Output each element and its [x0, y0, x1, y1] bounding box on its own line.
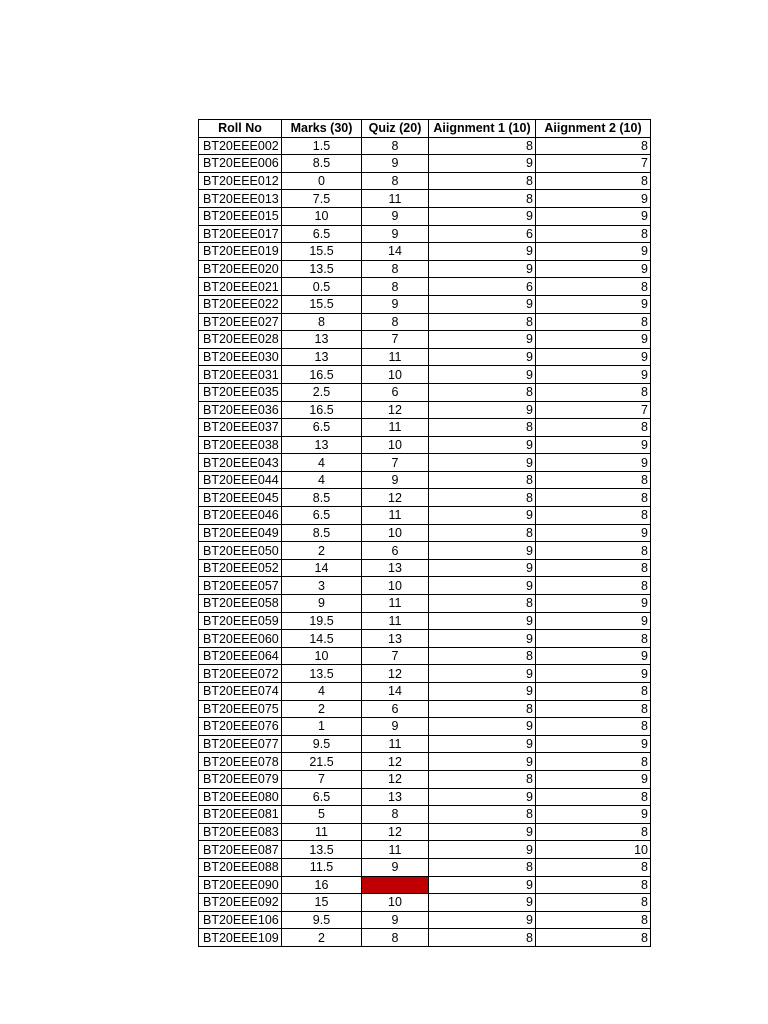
cell-assignment-1: 8 [429, 190, 536, 208]
cell-assignment-1: 9 [429, 894, 536, 912]
table-body [199, 137, 651, 946]
table-row [199, 207, 651, 225]
table-row [199, 172, 651, 190]
table-row [199, 260, 651, 278]
cell-assignment-1: 9 [429, 559, 536, 577]
cell-marks: 19.5 [282, 612, 362, 630]
cell-quiz: 8 [362, 806, 429, 824]
cell-assignment-1: 9 [429, 735, 536, 753]
cell-assignment-1: 8 [429, 806, 536, 824]
cell-roll-no: BT20EEE031 [199, 366, 282, 384]
cell-assignment-2: 8 [536, 858, 651, 876]
cell-quiz: 11 [362, 735, 429, 753]
cell-assignment-1: 8 [429, 419, 536, 437]
table-row [199, 542, 651, 560]
cell-roll-no: BT20EEE038 [199, 436, 282, 454]
header-assignment-1: Aiignment 1 (10) [429, 120, 536, 138]
cell-marks: 2 [282, 700, 362, 718]
table-header [199, 120, 651, 138]
cell-roll-no: BT20EEE083 [199, 823, 282, 841]
cell-marks: 13.5 [282, 841, 362, 859]
cell-assignment-2: 9 [536, 207, 651, 225]
header-assignment-2: Aiignment 2 (10) [536, 120, 651, 138]
cell-assignment-2: 9 [536, 260, 651, 278]
table-row [199, 858, 651, 876]
cell-assignment-2: 7 [536, 155, 651, 173]
table-row [199, 647, 651, 665]
cell-quiz: 10 [362, 366, 429, 384]
cell-assignment-2: 9 [536, 436, 651, 454]
table-row [199, 718, 651, 736]
table-row [199, 331, 651, 349]
cell-quiz: 8 [362, 929, 429, 947]
cell-assignment-1: 9 [429, 788, 536, 806]
cell-assignment-2: 9 [536, 454, 651, 472]
cell-quiz: 8 [362, 172, 429, 190]
cell-marks: 13 [282, 436, 362, 454]
cell-quiz: 9 [362, 471, 429, 489]
cell-assignment-2: 8 [536, 788, 651, 806]
table-row [199, 841, 651, 859]
cell-marks: 16 [282, 876, 362, 894]
table-row [199, 313, 651, 331]
cell-assignment-1: 9 [429, 507, 536, 525]
cell-assignment-1: 9 [429, 612, 536, 630]
cell-quiz: 9 [362, 295, 429, 313]
cell-assignment-1: 8 [429, 313, 536, 331]
cell-roll-no: BT20EEE036 [199, 401, 282, 419]
cell-marks: 9.5 [282, 735, 362, 753]
cell-assignment-2: 9 [536, 665, 651, 683]
table-row [199, 295, 651, 313]
cell-assignment-2: 8 [536, 700, 651, 718]
cell-assignment-2: 9 [536, 612, 651, 630]
cell-marks: 15 [282, 894, 362, 912]
cell-marks: 8.5 [282, 524, 362, 542]
cell-assignment-2: 9 [536, 243, 651, 261]
cell-roll-no: BT20EEE037 [199, 419, 282, 437]
table-row [199, 577, 651, 595]
cell-marks: 9.5 [282, 911, 362, 929]
cell-roll-no: BT20EEE020 [199, 260, 282, 278]
cell-roll-no: BT20EEE052 [199, 559, 282, 577]
cell-roll-no: BT20EEE028 [199, 331, 282, 349]
cell-roll-no: BT20EEE019 [199, 243, 282, 261]
cell-roll-no: BT20EEE027 [199, 313, 282, 331]
marks-table [198, 119, 651, 947]
table-row [199, 524, 651, 542]
cell-roll-no: BT20EEE076 [199, 718, 282, 736]
table-row [199, 436, 651, 454]
cell-marks: 3 [282, 577, 362, 595]
cell-quiz: 6 [362, 542, 429, 560]
cell-quiz: 14 [362, 683, 429, 701]
cell-assignment-2: 9 [536, 595, 651, 613]
table-row [199, 612, 651, 630]
cell-roll-no: BT20EEE074 [199, 683, 282, 701]
cell-marks: 13 [282, 348, 362, 366]
cell-quiz: 7 [362, 454, 429, 472]
cell-roll-no: BT20EEE006 [199, 155, 282, 173]
cell-quiz: 12 [362, 770, 429, 788]
cell-roll-no: BT20EEE046 [199, 507, 282, 525]
cell-roll-no: BT20EEE057 [199, 577, 282, 595]
cell-quiz: 11 [362, 612, 429, 630]
cell-quiz: 11 [362, 419, 429, 437]
table-row [199, 911, 651, 929]
cell-assignment-2: 8 [536, 471, 651, 489]
cell-marks: 6.5 [282, 788, 362, 806]
cell-quiz: 11 [362, 595, 429, 613]
table-row [199, 243, 651, 261]
cell-assignment-1: 8 [429, 172, 536, 190]
cell-assignment-2: 8 [536, 823, 651, 841]
cell-roll-no: BT20EEE079 [199, 770, 282, 788]
cell-assignment-2: 9 [536, 190, 651, 208]
cell-assignment-1: 9 [429, 454, 536, 472]
cell-assignment-2: 8 [536, 929, 651, 947]
table-row [199, 137, 651, 155]
cell-assignment-2: 8 [536, 225, 651, 243]
cell-quiz: 11 [362, 507, 429, 525]
cell-assignment-1: 8 [429, 524, 536, 542]
cell-quiz: 10 [362, 577, 429, 595]
table-row [199, 806, 651, 824]
cell-assignment-1: 9 [429, 542, 536, 560]
cell-assignment-1: 9 [429, 753, 536, 771]
cell-quiz: 12 [362, 401, 429, 419]
table-row [199, 788, 651, 806]
cell-assignment-2: 9 [536, 735, 651, 753]
cell-assignment-1: 9 [429, 401, 536, 419]
cell-assignment-1: 9 [429, 876, 536, 894]
cell-assignment-1: 8 [429, 595, 536, 613]
cell-marks: 7 [282, 770, 362, 788]
cell-roll-no: BT20EEE072 [199, 665, 282, 683]
cell-quiz: 6 [362, 383, 429, 401]
cell-assignment-1: 9 [429, 911, 536, 929]
cell-assignment-2: 8 [536, 753, 651, 771]
cell-assignment-2: 9 [536, 295, 651, 313]
cell-assignment-1: 9 [429, 823, 536, 841]
table-row [199, 929, 651, 947]
cell-assignment-2: 8 [536, 278, 651, 296]
cell-marks: 16.5 [282, 366, 362, 384]
cell-roll-no: BT20EEE017 [199, 225, 282, 243]
cell-assignment-2: 9 [536, 331, 651, 349]
cell-marks: 14 [282, 559, 362, 577]
cell-quiz: 6 [362, 700, 429, 718]
cell-quiz: 12 [362, 489, 429, 507]
cell-assignment-1: 6 [429, 278, 536, 296]
cell-marks: 21.5 [282, 753, 362, 771]
cell-quiz: 7 [362, 647, 429, 665]
cell-roll-no: BT20EEE021 [199, 278, 282, 296]
table-row [199, 735, 651, 753]
cell-quiz: 10 [362, 894, 429, 912]
table-row [199, 383, 651, 401]
cell-quiz: 12 [362, 823, 429, 841]
cell-assignment-2: 8 [536, 507, 651, 525]
cell-assignment-2: 10 [536, 841, 651, 859]
cell-roll-no: BT20EEE002 [199, 137, 282, 155]
cell-assignment-2: 8 [536, 313, 651, 331]
table-row [199, 225, 651, 243]
table-row [199, 401, 651, 419]
cell-roll-no: BT20EEE106 [199, 911, 282, 929]
cell-quiz: 11 [362, 841, 429, 859]
cell-quiz: 13 [362, 788, 429, 806]
cell-marks: 6.5 [282, 225, 362, 243]
cell-assignment-2: 8 [536, 718, 651, 736]
cell-assignment-1: 8 [429, 647, 536, 665]
cell-assignment-2: 8 [536, 419, 651, 437]
cell-marks: 13.5 [282, 260, 362, 278]
cell-roll-no: BT20EEE092 [199, 894, 282, 912]
cell-roll-no: BT20EEE078 [199, 753, 282, 771]
table-row [199, 894, 651, 912]
cell-assignment-2: 9 [536, 647, 651, 665]
table-row [199, 471, 651, 489]
cell-quiz: 9 [362, 225, 429, 243]
cell-marks: 5 [282, 806, 362, 824]
cell-roll-no: BT20EEE087 [199, 841, 282, 859]
cell-assignment-1: 9 [429, 295, 536, 313]
cell-quiz: 9 [362, 911, 429, 929]
cell-quiz: 7 [362, 331, 429, 349]
cell-assignment-2: 7 [536, 401, 651, 419]
cell-assignment-1: 9 [429, 665, 536, 683]
cell-roll-no: BT20EEE075 [199, 700, 282, 718]
cell-roll-no: BT20EEE088 [199, 858, 282, 876]
cell-assignment-2: 9 [536, 366, 651, 384]
cell-roll-no: BT20EEE035 [199, 383, 282, 401]
cell-marks: 16.5 [282, 401, 362, 419]
cell-quiz: 12 [362, 753, 429, 771]
cell-marks: 1 [282, 718, 362, 736]
cell-quiz: 13 [362, 630, 429, 648]
cell-quiz: 8 [362, 137, 429, 155]
cell-marks: 13 [282, 331, 362, 349]
cell-assignment-1: 6 [429, 225, 536, 243]
cell-marks: 1.5 [282, 137, 362, 155]
cell-quiz: 9 [362, 155, 429, 173]
cell-assignment-1: 8 [429, 383, 536, 401]
cell-marks: 4 [282, 454, 362, 472]
table-row [199, 366, 651, 384]
table-row [199, 683, 651, 701]
cell-quiz: 13 [362, 559, 429, 577]
cell-assignment-2: 8 [536, 911, 651, 929]
cell-assignment-1: 9 [429, 331, 536, 349]
cell-assignment-1: 8 [429, 137, 536, 155]
cell-quiz: 11 [362, 190, 429, 208]
cell-roll-no: BT20EEE050 [199, 542, 282, 560]
cell-roll-no: BT20EEE044 [199, 471, 282, 489]
cell-assignment-1: 9 [429, 436, 536, 454]
cell-roll-no: BT20EEE080 [199, 788, 282, 806]
cell-quiz: 9 [362, 858, 429, 876]
cell-roll-no: BT20EEE049 [199, 524, 282, 542]
cell-assignment-2: 8 [536, 683, 651, 701]
cell-roll-no: BT20EEE030 [199, 348, 282, 366]
cell-roll-no: BT20EEE043 [199, 454, 282, 472]
cell-assignment-1: 9 [429, 243, 536, 261]
table-row [199, 489, 651, 507]
cell-roll-no: BT20EEE058 [199, 595, 282, 613]
cell-assignment-2: 8 [536, 894, 651, 912]
cell-marks: 4 [282, 471, 362, 489]
cell-quiz: 11 [362, 348, 429, 366]
cell-roll-no: BT20EEE077 [199, 735, 282, 753]
cell-assignment-2: 8 [536, 489, 651, 507]
cell-assignment-1: 9 [429, 348, 536, 366]
table-row [199, 348, 651, 366]
cell-assignment-1: 9 [429, 155, 536, 173]
header-quiz: Quiz (20) [362, 120, 429, 138]
cell-marks: 0 [282, 172, 362, 190]
cell-roll-no: BT20EEE013 [199, 190, 282, 208]
table-row [199, 278, 651, 296]
table-row [199, 630, 651, 648]
table-row [199, 823, 651, 841]
cell-assignment-1: 8 [429, 858, 536, 876]
cell-assignment-1: 9 [429, 260, 536, 278]
cell-roll-no: BT20EEE015 [199, 207, 282, 225]
cell-quiz: 10 [362, 436, 429, 454]
cell-marks: 8.5 [282, 489, 362, 507]
cell-assignment-1: 8 [429, 700, 536, 718]
cell-assignment-1: 9 [429, 630, 536, 648]
cell-assignment-2: 8 [536, 577, 651, 595]
cell-assignment-1: 9 [429, 577, 536, 595]
cell-roll-no: BT20EEE064 [199, 647, 282, 665]
cell-assignment-2: 9 [536, 524, 651, 542]
header-row [199, 120, 651, 138]
header-roll-no: Roll No [199, 120, 282, 138]
table-row [199, 419, 651, 437]
cell-assignment-2: 8 [536, 630, 651, 648]
table-row [199, 507, 651, 525]
cell-marks: 13.5 [282, 665, 362, 683]
cell-roll-no: BT20EEE012 [199, 172, 282, 190]
cell-assignment-2: 8 [536, 383, 651, 401]
cell-roll-no: BT20EEE090 [199, 876, 282, 894]
table-row [199, 770, 651, 788]
cell-marks: 0.5 [282, 278, 362, 296]
cell-marks: 2 [282, 542, 362, 560]
cell-marks: 15.5 [282, 295, 362, 313]
table-row [199, 155, 651, 173]
cell-assignment-2: 9 [536, 806, 651, 824]
cell-assignment-2: 9 [536, 770, 651, 788]
cell-roll-no: BT20EEE045 [199, 489, 282, 507]
cell-marks: 8.5 [282, 155, 362, 173]
header-marks: Marks (30) [282, 120, 362, 138]
cell-roll-no: BT20EEE109 [199, 929, 282, 947]
cell-assignment-1: 8 [429, 489, 536, 507]
cell-assignment-1: 9 [429, 366, 536, 384]
table-row [199, 700, 651, 718]
cell-quiz: 9 [362, 207, 429, 225]
cell-roll-no: BT20EEE022 [199, 295, 282, 313]
cell-assignment-2: 8 [536, 542, 651, 560]
cell-marks: 6.5 [282, 507, 362, 525]
table-row [199, 190, 651, 208]
table-row [199, 665, 651, 683]
cell-marks: 8 [282, 313, 362, 331]
cell-assignment-2: 8 [536, 172, 651, 190]
cell-roll-no: BT20EEE081 [199, 806, 282, 824]
table-row [199, 753, 651, 771]
cell-marks: 2.5 [282, 383, 362, 401]
cell-quiz: 8 [362, 313, 429, 331]
cell-quiz: 9 [362, 718, 429, 736]
table-row [199, 559, 651, 577]
cell-marks: 14.5 [282, 630, 362, 648]
cell-marks: 15.5 [282, 243, 362, 261]
cell-marks: 11 [282, 823, 362, 841]
cell-quiz: 14 [362, 243, 429, 261]
cell-assignment-1: 9 [429, 841, 536, 859]
cell-quiz: 8 [362, 278, 429, 296]
cell-assignment-1: 9 [429, 683, 536, 701]
cell-marks: 9 [282, 595, 362, 613]
cell-assignment-2: 8 [536, 137, 651, 155]
cell-assignment-1: 8 [429, 770, 536, 788]
cell-roll-no: BT20EEE060 [199, 630, 282, 648]
cell-marks: 4 [282, 683, 362, 701]
cell-assignment-2: 8 [536, 876, 651, 894]
cell-assignment-1: 8 [429, 471, 536, 489]
cell-roll-no: BT20EEE059 [199, 612, 282, 630]
cell-quiz-highlighted [362, 876, 429, 894]
cell-marks: 6.5 [282, 419, 362, 437]
cell-marks: 2 [282, 929, 362, 947]
cell-assignment-2: 8 [536, 559, 651, 577]
table-row [199, 454, 651, 472]
cell-assignment-1: 9 [429, 207, 536, 225]
cell-assignment-1: 8 [429, 929, 536, 947]
cell-quiz: 8 [362, 260, 429, 278]
table-row [199, 876, 651, 894]
cell-marks: 10 [282, 207, 362, 225]
cell-assignment-2: 9 [536, 348, 651, 366]
cell-marks: 7.5 [282, 190, 362, 208]
cell-marks: 10 [282, 647, 362, 665]
cell-marks: 11.5 [282, 858, 362, 876]
cell-quiz: 12 [362, 665, 429, 683]
cell-assignment-1: 9 [429, 718, 536, 736]
table-row [199, 595, 651, 613]
cell-quiz: 10 [362, 524, 429, 542]
